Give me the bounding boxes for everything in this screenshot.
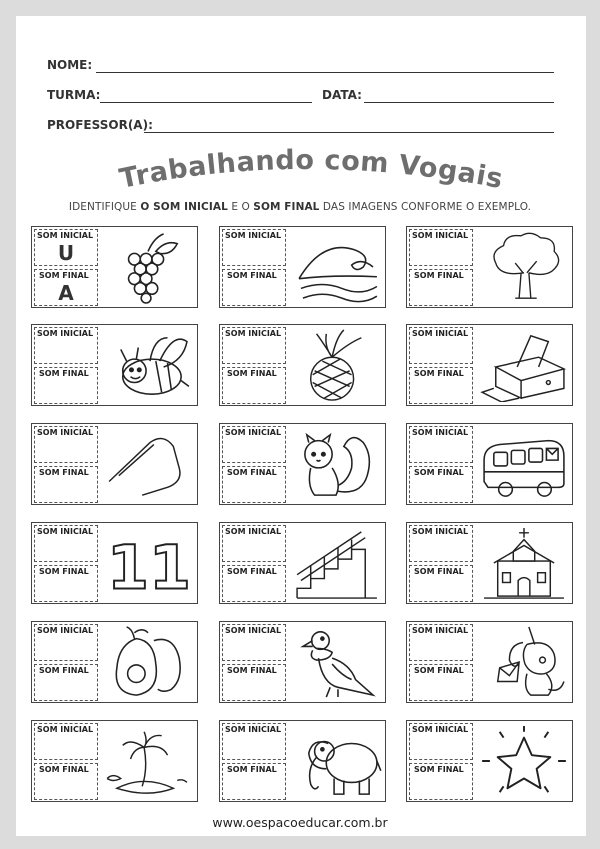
som-final-box[interactable] <box>409 664 473 701</box>
som-inicial-box[interactable] <box>409 327 473 364</box>
vowel-exercise-card <box>406 522 573 604</box>
svg-text:Trabalhando com Vogais <box>117 145 505 195</box>
fingernail-icon <box>104 427 194 501</box>
vowel-exercise-card <box>219 423 386 505</box>
som-inicial-label: SOM INICIAL <box>37 231 94 240</box>
som-inicial-box[interactable] <box>222 624 286 661</box>
instruction-text: IDENTIFIQUE O SOM INICIAL E O SOM FINAL DAS IMAGENS CONFORME O EXEMPLO. <box>68 201 532 213</box>
som-inicial-label: SOM INICIAL <box>37 329 94 338</box>
som-final-label: SOM FINAL <box>39 468 89 477</box>
som-inicial-box[interactable] <box>409 525 473 562</box>
som-final-label: SOM FINAL <box>227 271 277 280</box>
som-inicial-label: SOM INICIAL <box>37 626 94 635</box>
elephant-icon <box>292 724 382 798</box>
som-inicial-box[interactable] <box>222 327 286 364</box>
number-eleven-icon <box>104 526 194 600</box>
som-inicial-label: SOM INICIAL <box>225 428 282 437</box>
vowel-exercise-card <box>406 226 573 308</box>
professor-label: PROFESSOR(A): <box>47 118 153 132</box>
som-final-box[interactable] <box>34 565 98 602</box>
bus-icon <box>479 427 569 501</box>
som-final-box[interactable] <box>222 466 286 503</box>
som-final-box[interactable] <box>34 269 98 306</box>
vowel-exercise-card <box>219 720 386 802</box>
som-inicial-label: SOM INICIAL <box>412 725 469 734</box>
printer-icon <box>479 328 569 402</box>
som-inicial-label: SOM INICIAL <box>225 725 282 734</box>
wave-icon <box>292 230 382 304</box>
som-inicial-box[interactable] <box>222 229 286 266</box>
som-final-box[interactable] <box>222 763 286 800</box>
som-final-box[interactable] <box>409 763 473 800</box>
vowel-exercise-card <box>31 423 198 505</box>
som-final-box[interactable] <box>409 466 473 503</box>
som-final-label: SOM FINAL <box>227 369 277 378</box>
som-inicial-label: SOM INICIAL <box>412 329 469 338</box>
som-final-label: SOM FINAL <box>414 369 464 378</box>
som-inicial-label: SOM INICIAL <box>225 527 282 536</box>
vowel-exercise-card <box>31 226 198 308</box>
som-final-box[interactable] <box>34 367 98 404</box>
som-final-label: SOM FINAL <box>414 666 464 675</box>
som-inicial-box[interactable] <box>34 229 98 266</box>
som-final-label: SOM FINAL <box>39 567 89 576</box>
som-final-label: SOM FINAL <box>414 271 464 280</box>
som-final-box[interactable] <box>222 664 286 701</box>
som-inicial-label: SOM INICIAL <box>412 428 469 437</box>
staircase-icon <box>292 526 382 600</box>
som-final-box[interactable] <box>34 664 98 701</box>
turma-label: TURMA: <box>47 88 101 102</box>
som-final-label: SOM FINAL <box>414 765 464 774</box>
som-inicial-box[interactable] <box>409 426 473 463</box>
som-inicial-box[interactable] <box>222 723 286 760</box>
number-eleven-text: 11 <box>107 533 191 600</box>
som-final-label: SOM FINAL <box>39 666 89 675</box>
example-initial-answer: U <box>57 241 75 265</box>
som-final-label: SOM FINAL <box>414 567 464 576</box>
vowel-exercise-card <box>31 324 198 406</box>
som-final-box[interactable] <box>222 565 286 602</box>
squirrel-icon <box>292 427 382 501</box>
title-text: Trabalhando com Vogais <box>116 144 506 196</box>
unicorn-icon <box>479 625 569 699</box>
som-final-label: SOM FINAL <box>227 666 277 675</box>
som-final-label: SOM FINAL <box>227 765 277 774</box>
vowel-exercise-card <box>219 226 386 308</box>
som-inicial-box[interactable] <box>409 624 473 661</box>
som-final-box[interactable] <box>409 565 473 602</box>
bee-icon <box>104 328 194 402</box>
vulture-icon <box>292 625 382 699</box>
som-inicial-box[interactable] <box>34 525 98 562</box>
vowel-exercise-card <box>31 621 198 703</box>
vowel-exercise-card <box>219 522 386 604</box>
vowel-exercise-card <box>219 324 386 406</box>
vowel-exercise-card <box>406 720 573 802</box>
grapes-icon <box>104 230 194 304</box>
som-final-box[interactable] <box>409 269 473 306</box>
som-inicial-box[interactable] <box>34 723 98 760</box>
som-final-box[interactable] <box>222 367 286 404</box>
som-final-label: SOM FINAL <box>227 468 277 477</box>
som-final-box[interactable] <box>409 367 473 404</box>
vowel-exercise-card <box>31 522 198 604</box>
worksheet-title <box>0 0 600 199</box>
church-icon <box>479 526 569 600</box>
avocado-icon <box>104 625 194 699</box>
som-inicial-label: SOM INICIAL <box>225 231 282 240</box>
som-final-box[interactable] <box>222 269 286 306</box>
som-final-label: SOM FINAL <box>227 567 277 576</box>
som-final-box[interactable] <box>34 763 98 800</box>
som-final-box[interactable] <box>34 466 98 503</box>
data-label: DATA: <box>322 88 362 102</box>
footer-url: www.oespacoeducar.com.br <box>212 815 388 830</box>
som-inicial-label: SOM INICIAL <box>225 329 282 338</box>
som-inicial-label: SOM INICIAL <box>225 626 282 635</box>
island-icon <box>104 724 194 798</box>
som-inicial-label: SOM INICIAL <box>37 428 94 437</box>
som-inicial-box[interactable] <box>34 426 98 463</box>
star-icon <box>479 724 569 798</box>
som-inicial-box[interactable] <box>222 426 286 463</box>
som-inicial-label: SOM INICIAL <box>412 527 469 536</box>
som-inicial-label: SOM INICIAL <box>412 231 469 240</box>
vowel-exercise-card <box>31 720 198 802</box>
som-inicial-label: SOM INICIAL <box>412 626 469 635</box>
som-inicial-label: SOM INICIAL <box>37 725 94 734</box>
som-inicial-box[interactable] <box>34 327 98 364</box>
nome-label: NOME: <box>47 58 93 72</box>
vowel-exercise-card <box>406 621 573 703</box>
tree-icon <box>479 230 569 304</box>
som-final-label: SOM FINAL <box>39 369 89 378</box>
som-final-label: SOM FINAL <box>39 765 89 774</box>
vowel-exercise-card <box>406 423 573 505</box>
som-inicial-box[interactable] <box>409 229 473 266</box>
som-final-label: SOM FINAL <box>39 271 89 280</box>
pineapple-icon <box>292 328 382 402</box>
som-inicial-box[interactable] <box>409 723 473 760</box>
example-final-answer: A <box>58 281 74 305</box>
som-final-label: SOM FINAL <box>414 468 464 477</box>
som-inicial-box[interactable] <box>34 624 98 661</box>
vowel-exercise-card <box>406 324 573 406</box>
vowel-exercise-card <box>219 621 386 703</box>
som-inicial-box[interactable] <box>222 525 286 562</box>
som-inicial-label: SOM INICIAL <box>37 527 94 536</box>
